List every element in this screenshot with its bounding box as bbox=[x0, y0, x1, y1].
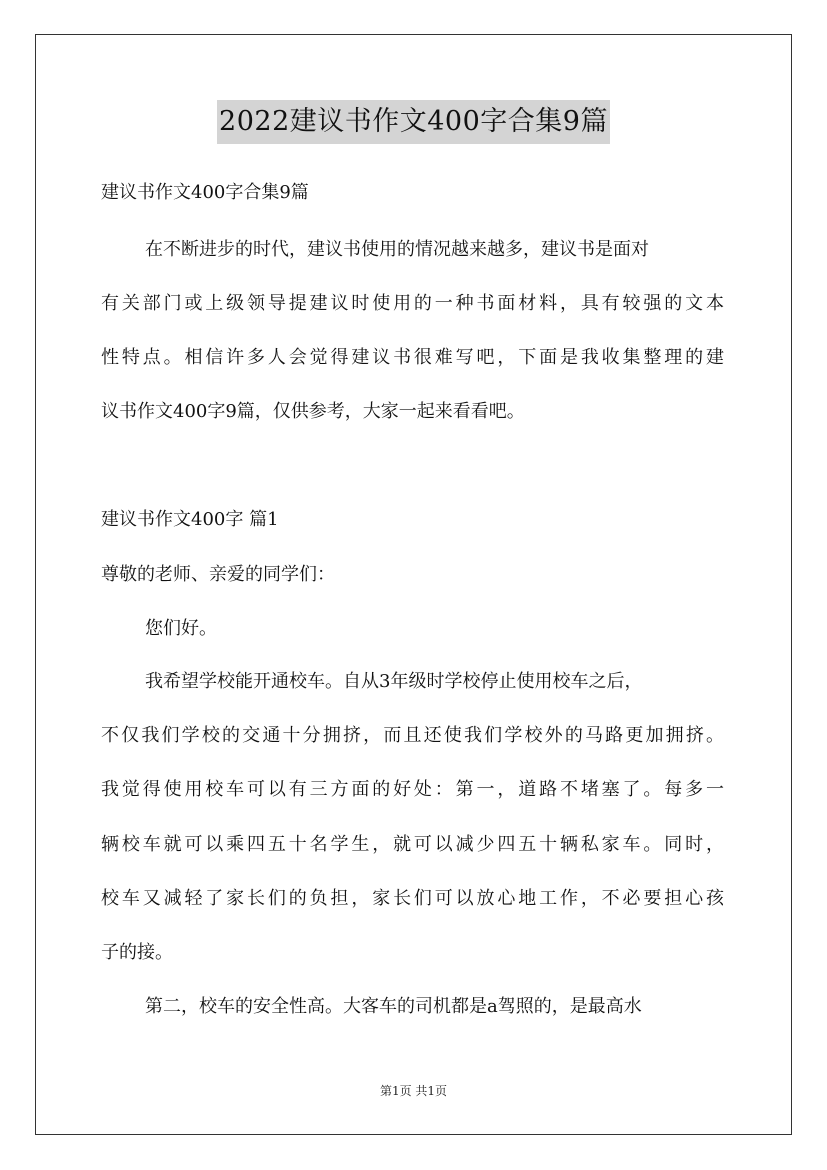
document-subtitle: 建议书作文400字合集9篇 bbox=[101, 182, 309, 203]
body2-line-1: 第二，校车的安全性高。大客车的司机都是a驾照的，是最高水 bbox=[145, 996, 642, 1017]
salutation: 尊敬的老师、亲爱的同学们： bbox=[101, 564, 335, 585]
body-line-3: 我觉得使用校车可以有三方面的好处：第一，道路不堵塞了。每多一 bbox=[101, 779, 724, 800]
body-line-6: 子的接。 bbox=[101, 942, 173, 963]
section-heading: 建议书作文400字 篇1 bbox=[101, 509, 279, 530]
body-line-2: 不仅我们学校的交通十分拥挤，而且还使我们学校外的马路更加拥挤。 bbox=[101, 725, 724, 746]
greeting: 您们好。 bbox=[145, 618, 217, 639]
intro-line-2: 有关部门或上级领导提建议时使用的一种书面材料，具有较强的文本 bbox=[101, 293, 724, 314]
body-line-1: 我希望学校能开通校车。自从3年级时学校停止使用校车之后， bbox=[145, 671, 643, 692]
page-footer: 第1页 共1页 bbox=[379, 1084, 448, 1098]
title-container bbox=[0, 100, 827, 144]
body-line-4: 辆校车就可以乘四五十名学生，就可以减少四五十辆私家车。同时， bbox=[101, 834, 724, 855]
intro-line-3: 性特点。相信许多人会觉得建议书很难写吧，下面是我收集整理的建 bbox=[101, 347, 724, 368]
document-title: 2022建议书作文400字合集9篇 bbox=[217, 100, 610, 144]
body-line-5: 校车又减轻了家长们的负担，家长们可以放心地工作，不必要担心孩 bbox=[101, 888, 724, 909]
intro-line-4: 议书作文400字9篇，仅供参考，大家一起来看看吧。 bbox=[101, 401, 525, 422]
intro-line-1: 在不断进步的时代，建议书使用的情况越来越多，建议书是面对 bbox=[145, 239, 649, 260]
